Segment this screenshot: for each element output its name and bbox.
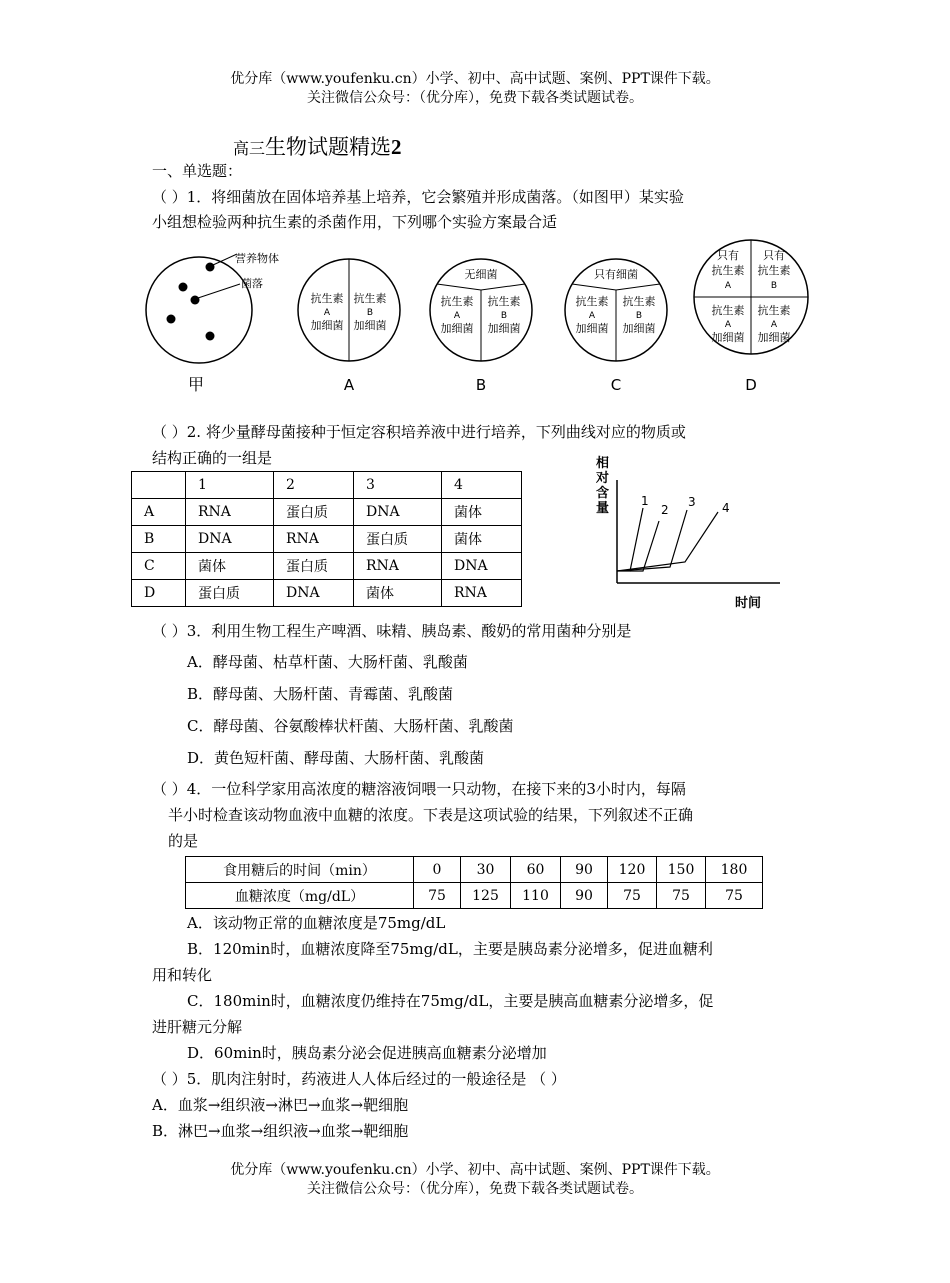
curve-label-1: 1: [641, 494, 649, 508]
table-cell: RNA: [442, 580, 522, 607]
table-cell: DNA: [442, 553, 522, 580]
table-cell: [132, 472, 186, 499]
jia-caption: 甲: [188, 375, 205, 394]
table-cell: 75: [608, 883, 657, 909]
table-cell: B: [132, 526, 186, 553]
q4-stem-line-2: 半小时检查该动物血液中血糖的浓度。下表是这项试验的结果，下列叙述不正确: [168, 806, 694, 824]
table-cell: 110: [511, 883, 561, 909]
footer-line-2: 关注微信公众号：（优分库），免费下载各类试题试卷。: [307, 1181, 643, 1197]
table-cell: 4: [442, 472, 522, 499]
curve-3: [617, 510, 687, 571]
table-cell: RNA: [354, 553, 442, 580]
table-cell: DNA: [186, 526, 274, 553]
petri-dish-c: [565, 259, 667, 394]
jia-label-colony: 菌落: [241, 277, 263, 290]
table-cell: 90: [561, 883, 608, 909]
q5-stem: （ ）5．肌肉注射时，药液进人人体后经过的一般途径是 （ ）: [152, 1070, 566, 1088]
table-cell: 菌体: [442, 526, 522, 553]
curve-label-3: 3: [688, 495, 696, 509]
table-row: [132, 499, 522, 526]
q1-stem-line-2: 小组想检验两种抗生素的杀菌作用，下列哪个实验方案最合适: [152, 213, 558, 231]
table-cell: 菌体: [186, 553, 274, 580]
d-tr-line-2: 抗生素: [757, 264, 791, 277]
curve-2: [630, 521, 659, 571]
curve-label-4: 4: [722, 501, 730, 515]
a-left-line-3: 加细菌: [310, 319, 344, 332]
header-line-2: 关注微信公众号：（优分库），免费下载各类试题试卷。: [307, 90, 643, 106]
table-cell: 1: [186, 472, 274, 499]
table-cell: DNA: [274, 580, 354, 607]
table-cell: 150: [657, 857, 706, 883]
table-cell: 蛋白质: [186, 580, 274, 607]
table-cell: RNA: [274, 526, 354, 553]
q3-option-c: C．酵母菌、谷氨酸棒状杆菌、大肠杆菌、乳酸菌: [187, 717, 514, 735]
header-line-1: 优分库（www.youfenku.cn）小学、初中、高中试题、案例、PPT课件下载。: [230, 71, 720, 87]
y-label-char: 对: [596, 471, 610, 486]
b-right-line-1: 抗生素: [487, 295, 521, 308]
table-cell: 75: [706, 883, 763, 909]
q1-figure: [140, 232, 820, 402]
table-cell: RNA: [186, 499, 274, 526]
petri-dish-a: [298, 259, 400, 394]
table-cell: 蛋白质: [274, 553, 354, 580]
q4-option-c-line-1: C．180min时，血糖浓度仍维持在75mg/dL，主要是胰高血糖素分泌增多，促: [187, 992, 714, 1010]
q4-option-b-line-1: B．120min时，血糖浓度降至75mg/dL，主要是胰岛素分泌增多，促进血糖利: [187, 940, 713, 958]
table-cell: 2: [274, 472, 354, 499]
d-br-line-1: 抗生素: [757, 304, 791, 317]
table-row: [186, 883, 763, 909]
page-title: [233, 131, 402, 161]
y-label-char: 相: [596, 456, 610, 471]
c-left-line-2: A: [588, 311, 596, 321]
b-left-line-1: 抗生素: [440, 295, 474, 308]
q4-option-d: D．60min时，胰岛素分泌会促进胰高血糖素分泌增加: [187, 1044, 547, 1062]
d-tl-line-2: 抗生素: [711, 264, 745, 277]
table-cell: DNA: [354, 499, 442, 526]
q4-option-a: A．该动物正常的血糖浓度是75mg/dL: [187, 914, 446, 932]
q5-option-a: A．血浆→组织液→淋巴→血浆→靶细胞: [152, 1096, 409, 1114]
x-label: 时间: [735, 596, 762, 611]
footer-line-1: 优分库（www.youfenku.cn）小学、初中、高中试题、案例、PPT课件下载。: [230, 1162, 720, 1178]
d-br-line-3: 加细菌: [757, 331, 791, 344]
table-row: [132, 553, 522, 580]
table-cell: 125: [461, 883, 511, 909]
d-bl-line-1: 抗生素: [711, 304, 745, 317]
y-label-char: 含: [596, 486, 610, 501]
c-right-line-1: 抗生素: [622, 295, 656, 308]
table-cell: 3: [354, 472, 442, 499]
table-cell: 蛋白质: [274, 499, 354, 526]
q5-option-b: B．淋巴→血浆→组织液→血浆→靶细胞: [152, 1122, 409, 1140]
table-cell: 90: [561, 857, 608, 883]
petri-dish-d: [694, 240, 808, 394]
title-main: 生物试题精选: [265, 135, 392, 159]
c-left-line-3: 加细菌: [575, 322, 609, 335]
a-caption: A: [343, 376, 355, 394]
q4-table: [185, 856, 763, 909]
curve-1: [617, 508, 643, 571]
a-right-line-2: B: [366, 308, 374, 318]
c-top-label: 只有细菌: [594, 268, 638, 281]
section-heading: 一、单选题：: [152, 162, 243, 180]
b-right-line-3: 加细菌: [487, 322, 521, 335]
d-bl-line-2: A: [724, 320, 732, 330]
table-cell: 菌体: [354, 580, 442, 607]
table-row: [132, 472, 522, 499]
petri-dish-jia: [146, 251, 279, 394]
table-row: [186, 857, 763, 883]
table-cell: 30: [461, 857, 511, 883]
b-left-line-2: A: [453, 311, 461, 321]
jia-label-nutrient: 营养物体: [235, 252, 279, 265]
d-tl-line-1: 只有: [717, 249, 739, 262]
b-left-line-3: 加细菌: [440, 322, 474, 335]
table-cell: C: [132, 553, 186, 580]
q3-option-d: D．黄色短杆菌、酵母菌、大肠杆菌、乳酸菌: [187, 749, 485, 767]
q2-stem-line-2: 结构正确的一组是: [152, 449, 273, 467]
d-br-line-2: A: [770, 320, 778, 330]
q3-option-a: A．酵母菌、枯草杆菌、大肠杆菌、乳酸菌: [187, 653, 468, 671]
c-right-line-2: B: [635, 311, 643, 321]
table-cell: 75: [657, 883, 706, 909]
c-caption: C: [610, 376, 622, 394]
a-left-line-1: 抗生素: [310, 292, 344, 305]
d-tl-line-3: A: [724, 281, 732, 291]
table-row: [132, 580, 522, 607]
q2-stem-line-1: （ ）2. 将少量酵母菌接种于恒定容积培养液中进行培养，下列曲线对应的物质或: [152, 423, 686, 441]
a-right-line-3: 加细菌: [353, 319, 387, 332]
table-cell: 血糖浓度（mg/dL）: [186, 883, 414, 909]
table-cell: 75: [414, 883, 461, 909]
d-tr-line-3: B: [770, 281, 778, 291]
d-tr-line-1: 只有: [763, 249, 785, 262]
table-row: [132, 526, 522, 553]
c-right-line-3: 加细菌: [622, 322, 656, 335]
table-cell: A: [132, 499, 186, 526]
table-cell: 180: [706, 857, 763, 883]
b-right-line-2: B: [500, 311, 508, 321]
table-cell: 60: [511, 857, 561, 883]
table-cell: 菌体: [442, 499, 522, 526]
title-number: 2: [391, 135, 402, 159]
table-cell: 食用糖后的时间（min）: [186, 857, 414, 883]
a-right-line-1: 抗生素: [353, 292, 387, 305]
y-label-char: 量: [596, 501, 610, 516]
d-bl-line-3: 加细菌: [711, 331, 745, 344]
q4-stem-line-3: 的是: [168, 832, 199, 850]
q1-stem-line-1: （ ）1．将细菌放在固体培养基上培养，它会繁殖并形成菌落。（如图甲）某实验: [152, 188, 684, 206]
q4-stem-line-1: （ ）4．一位科学家用高浓度的糖溶液饲喂一只动物，在接下来的3小时内，每隔: [152, 780, 686, 798]
table-cell: 0: [414, 857, 461, 883]
q3-option-b: B．酵母菌、大肠杆菌、青霉菌、乳酸菌: [187, 685, 454, 703]
d-caption: D: [745, 376, 757, 394]
title-prefix: 高三: [233, 139, 266, 158]
q2-table: [131, 471, 522, 607]
q3-stem: （ ）3．利用生物工程生产啤酒、味精、胰岛素、酸奶的常用菌种分别是: [152, 622, 632, 640]
q4-option-b-line-2: 用和转化: [152, 966, 213, 984]
a-left-line-2: A: [323, 308, 331, 318]
table-cell: 蛋白质: [354, 526, 442, 553]
q2-graph: [585, 450, 790, 615]
petri-dish-b: [430, 259, 532, 394]
q4-option-c-line-2: 进肝糖元分解: [152, 1018, 243, 1036]
b-caption: B: [475, 376, 487, 394]
table-cell: 120: [608, 857, 657, 883]
b-top-label: 无细菌: [464, 268, 498, 281]
curve-label-2: 2: [661, 503, 669, 517]
table-cell: D: [132, 580, 186, 607]
c-left-line-1: 抗生素: [575, 295, 609, 308]
